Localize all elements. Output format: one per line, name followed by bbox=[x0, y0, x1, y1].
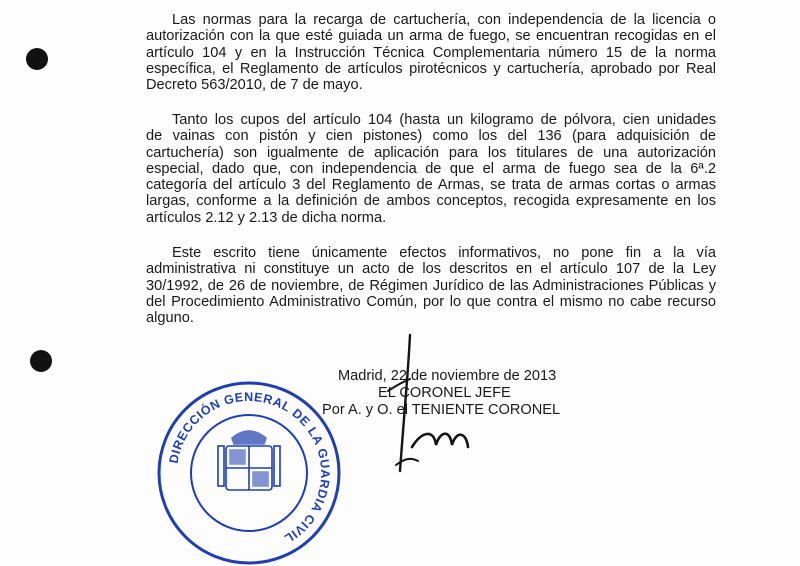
official-seal bbox=[156, 380, 342, 566]
text-line: artículos 2.12 y 2.13 de dicha norma. bbox=[146, 209, 387, 226]
punch-hole bbox=[26, 48, 48, 70]
text-line: categoría del artículo 3 del Reglamento de Armas, se trata de armas cortas o armas bbox=[146, 177, 716, 194]
text-line: específica, el Reglamento de artículos pirotécnicos y cartuchería, aprobado por Real bbox=[146, 60, 716, 77]
paragraph-efectos bbox=[146, 245, 716, 326]
text-line: Tanto los cupos del artículo 104 (hasta un kilogramo de pólvora, cien unidades bbox=[172, 112, 716, 128]
seal-text-path: DIRECCIÓN GENERAL DE LA GUARDIA CIVIL bbox=[166, 389, 333, 546]
text-line: del Procedimiento Administrativo Común, por lo que contra el mismo no cabe recurso bbox=[146, 293, 716, 310]
punch-hole bbox=[30, 350, 52, 372]
signature-stroke bbox=[412, 434, 468, 447]
signatory-by-order: Por A. y O. el TENIENTE CORONEL bbox=[322, 402, 561, 418]
text-line: 30/1992, de 26 de noviembre, de Régimen Jurídico de las Administraciones Públicas y bbox=[146, 277, 716, 294]
text-line: alguno. bbox=[146, 310, 194, 327]
paragraph-cupos bbox=[146, 112, 716, 226]
signature-date: Madrid, 22 de noviembre de 2013 bbox=[338, 368, 557, 384]
text-line: de vainas con pistón y cien pistones) como los del 136 (para adquisición de bbox=[146, 128, 716, 145]
signature-block bbox=[320, 368, 590, 419]
coat-of-arms-icon bbox=[218, 431, 280, 490]
text-line: administrativa ni constituye un acto de los descritos en el artículo 107 de la Ley bbox=[146, 261, 716, 278]
text-line: artículo 104 y en la Instrucción Técnica Complementaria número 15 de la norma bbox=[146, 44, 716, 61]
text-line: Este escrito tiene únicamente efectos informativos, no pone fin a la vía bbox=[172, 245, 716, 261]
paragraph-recarga bbox=[146, 12, 716, 93]
signature-stroke bbox=[396, 459, 418, 465]
text-line: Decreto 563/2010, de 7 de mayo. bbox=[146, 77, 363, 94]
text-line: largas, conforme a la definición de ambos conceptos, recogida expresamente en los bbox=[146, 193, 716, 210]
signatory-title: EL CORONEL JEFE bbox=[378, 385, 511, 401]
text-line: cartuchería) son igualmente de aplicación para los titulares de una autorización bbox=[146, 144, 716, 161]
text-line: especial, dado que, con independencia de que el arma de fuego sea de la 6ª.2 bbox=[146, 160, 716, 177]
text-line: autorización con la que esté guiada un arma de fuego, se encuentran recogidas en el bbox=[146, 28, 716, 45]
text-line: Las normas para la recarga de cartuchería, con independencia de la licencia o bbox=[172, 12, 716, 28]
